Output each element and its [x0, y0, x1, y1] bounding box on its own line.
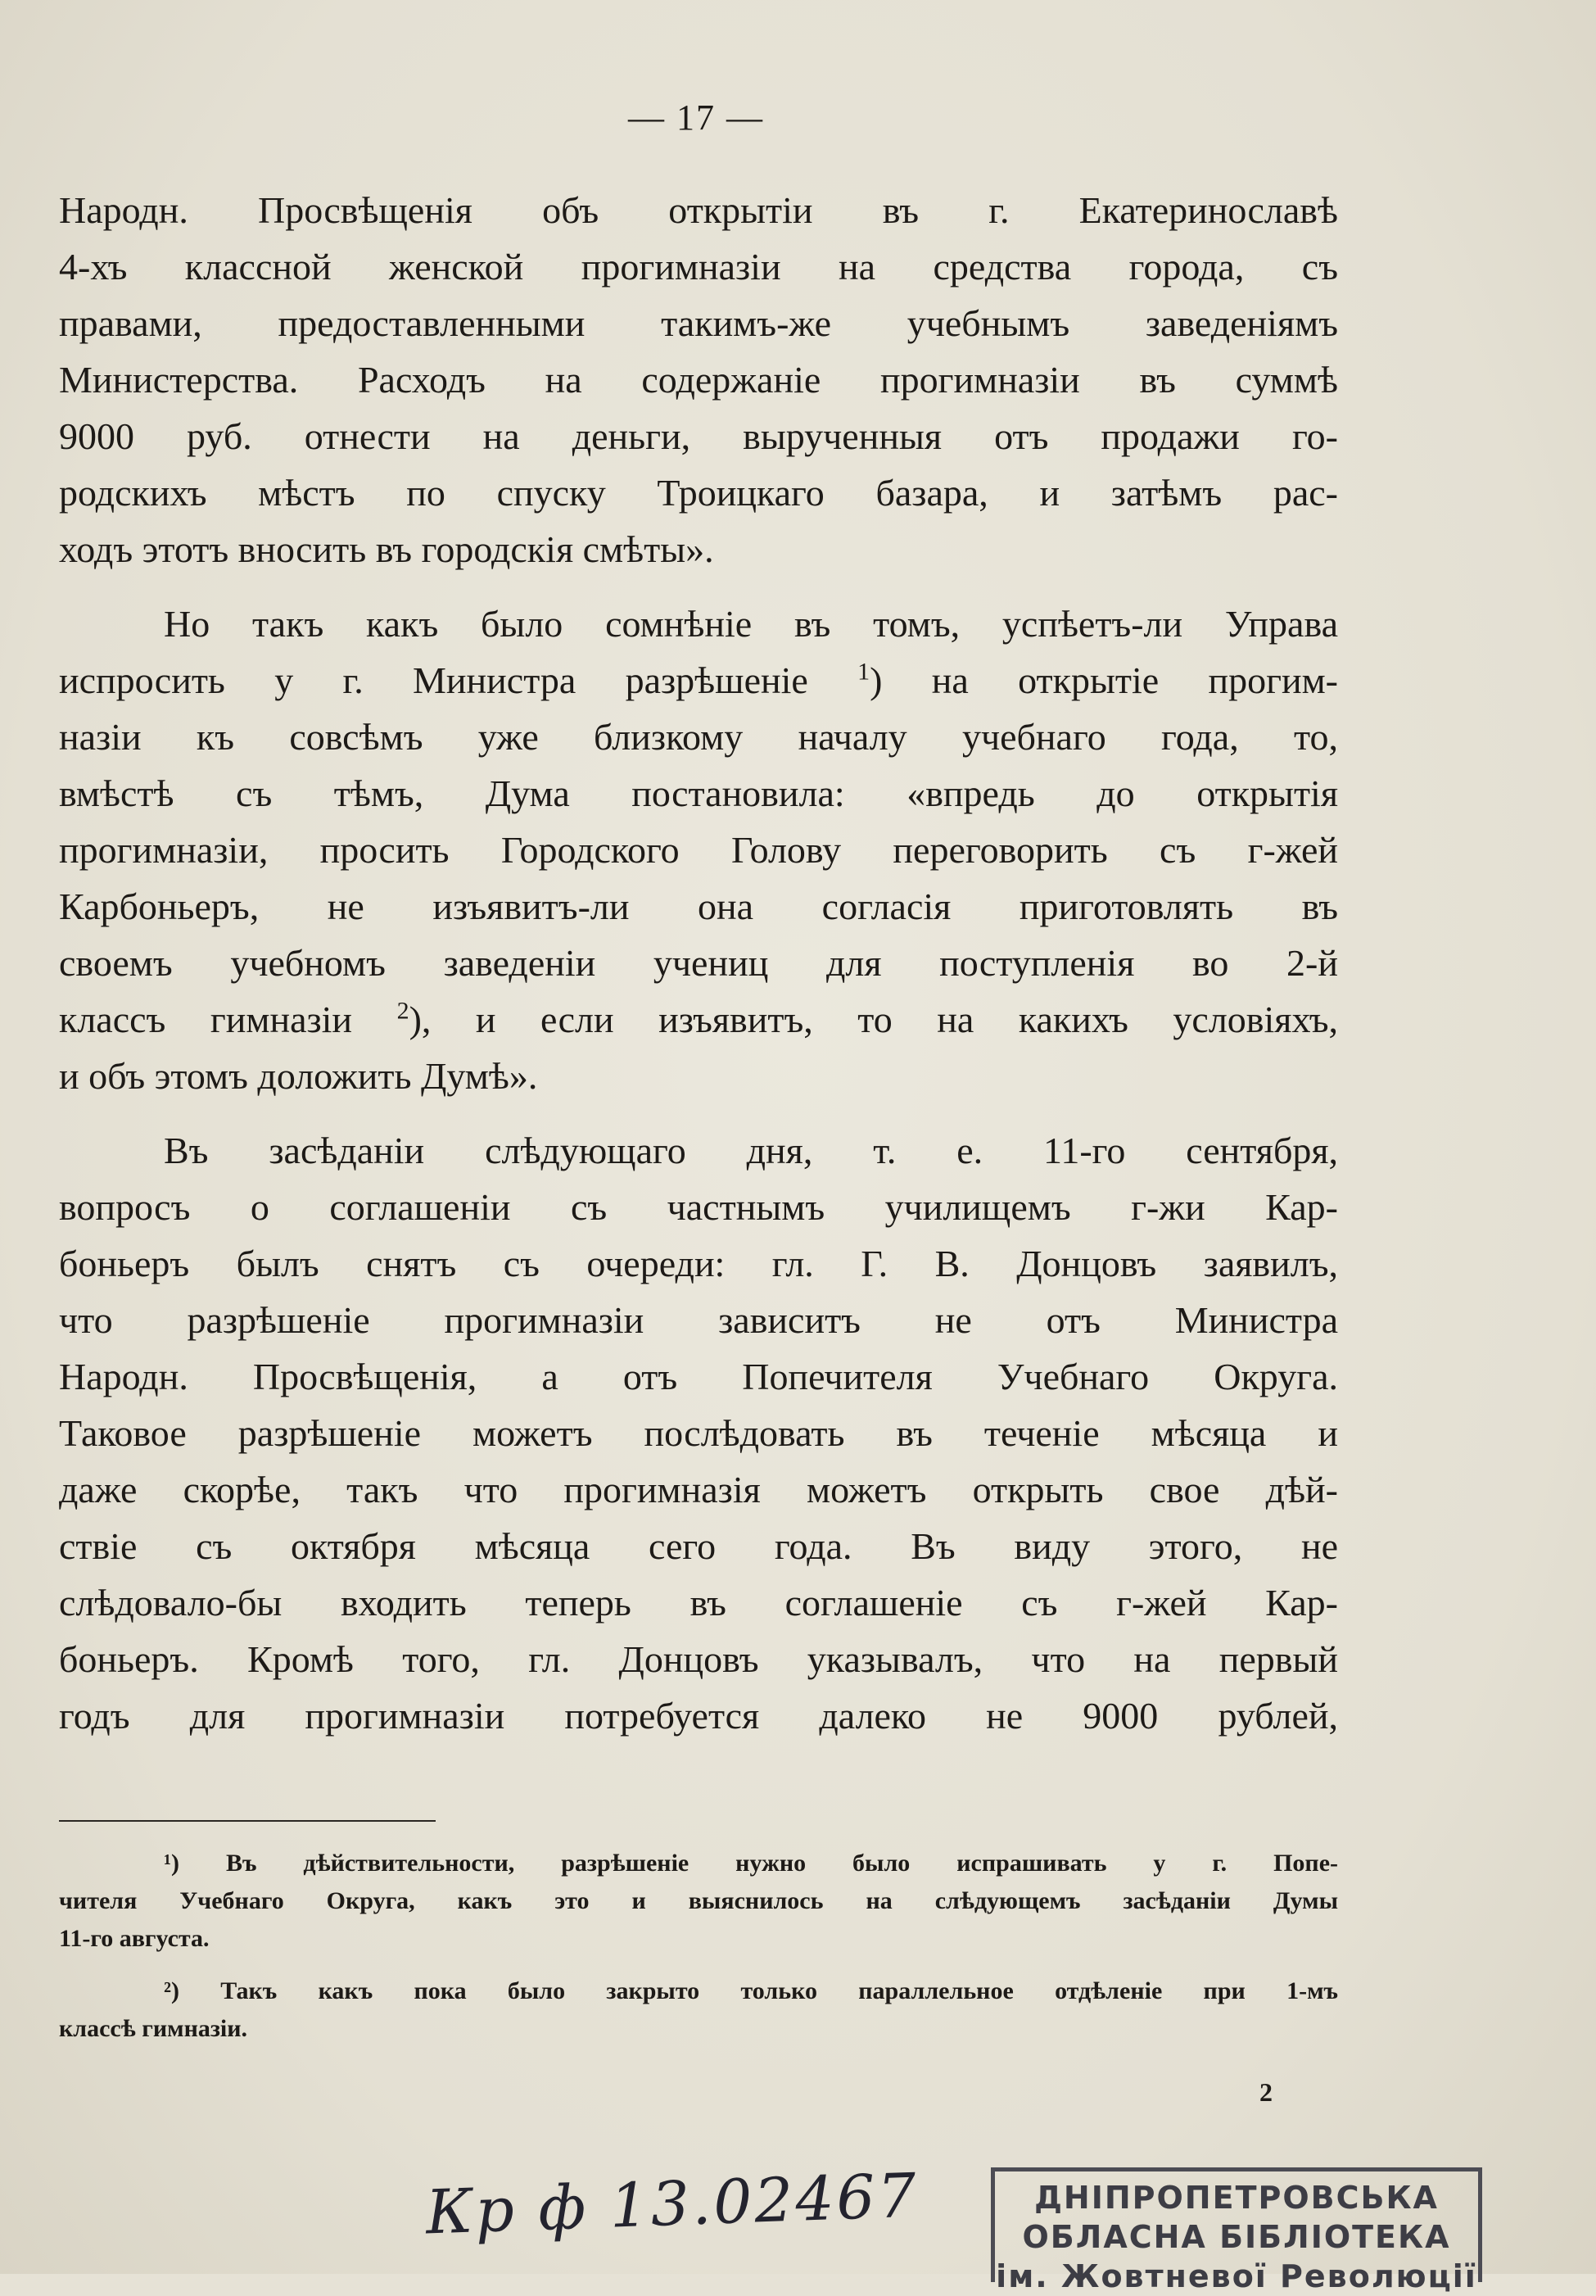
text-line: боньеръ былъ снятъ съ очереди: гл. Г. В. Донцовъ заявилъ,	[59, 1243, 1338, 1284]
text-line: 4-хъ классной женской прогимназіи на средства города, съ	[59, 246, 1338, 288]
stamp-line: ДНІПРОПЕТРОВСЬКА	[1034, 2180, 1439, 2216]
text-segment: ), и если изъявитъ, то на какихъ условіяхъ,	[409, 999, 1338, 1040]
paragraph-3	[59, 1122, 1338, 1744]
text-segment: ) на открытіе прогим-	[870, 659, 1338, 701]
text-line	[59, 652, 1338, 709]
stamp-line: ОБЛАСНА БІБЛІОТЕКА	[1022, 2219, 1451, 2255]
footnote-line: ¹) Въ дѣйствительности, разрѣшеніе нужно было испрашивать у г. Попе-	[164, 1850, 1338, 1877]
text-line: Министерства. Расходъ на содержаніе прогимназіи въ суммѣ	[59, 359, 1338, 401]
footnote-line: ²) Такъ какъ пока было закрыто только параллельное отдѣленіе при 1-мъ	[164, 1977, 1338, 2004]
text-line: Народн. Просвѣщенія, а отъ Попечителя Учебнаго Округа.	[59, 1356, 1338, 1397]
footnote-ref-1: 1	[857, 658, 870, 686]
text-line: Карбоньеръ, не изъявитъ-ли она согласія приготовлять въ	[59, 885, 1338, 927]
text-line	[59, 991, 1338, 1048]
text-line: ходъ этотъ вносить въ городскія смѣты».	[59, 528, 714, 570]
footnote-line: чителя Учебнаго Округа, какъ это и выяснилось на слѣдующемъ засѣданіи Думы	[59, 1887, 1338, 1914]
paragraph-1	[59, 182, 1338, 577]
text-line: слѣдовало-бы входить теперь въ соглашеніе съ г-жей Кар-	[59, 1582, 1338, 1624]
handwritten-shelf-mark: Кр ф 13.02467	[424, 2160, 920, 2248]
text-line: Народн. Просвѣщенія объ открытіи въ г. Екатеринославѣ	[59, 189, 1338, 231]
text-line: боньеръ. Кромѣ того, гл. Донцовъ указывалъ, что на первый	[59, 1638, 1338, 1680]
text-line: Въ засѣданіи слѣдующаго дня, т. е. 11-го сентября,	[164, 1130, 1338, 1171]
text-line: Таковое разрѣшеніе можетъ послѣдовать въ теченіе мѣсяца и	[59, 1412, 1338, 1454]
footnote-line: классѣ гимназіи.	[59, 2015, 248, 2042]
stamp-line: ім. Жовтневої Революції	[996, 2258, 1477, 2294]
footnote-2	[59, 1972, 1338, 2048]
text-line: своемъ учебномъ заведеніи учениц для поступленія во 2-й	[59, 942, 1338, 984]
text-line: годъ для прогимназіи потребуется далеко не 9000 рублей,	[59, 1695, 1338, 1737]
text-line: даже скорѣе, такъ что прогимназія можетъ открыть свое дѣй-	[59, 1469, 1338, 1510]
text-line: Но такъ какъ было сомнѣніе въ томъ, успѣетъ-ли Управа	[164, 603, 1338, 645]
text-line: ствіе съ октября мѣсяца сего года. Въ виду этого, не	[59, 1525, 1338, 1567]
text-line: 9000 руб. отнести на деньги, вырученныя отъ продажи го-	[59, 415, 1338, 457]
footnotes	[59, 1845, 1338, 2063]
paragraph-2	[59, 596, 1338, 1104]
text-line: вмѣстѣ съ тѣмъ, Дума постановила: «впредь до открытія	[59, 772, 1338, 814]
footnote-1	[59, 1845, 1338, 1958]
footnote-ref-2: 2	[396, 997, 409, 1025]
body-text	[59, 182, 1338, 1762]
footnote-divider	[59, 1820, 436, 1822]
text-line: и объ этомъ доложить Думѣ».	[59, 1055, 538, 1097]
library-stamp	[991, 2167, 1482, 2294]
text-segment: классъ гимназіи	[59, 999, 353, 1040]
text-line: вопросъ о соглашеніи съ частнымъ училищемъ г-жи Кар-	[59, 1186, 1338, 1228]
signature-mark: 2	[1259, 2077, 1273, 2107]
text-line: назіи къ совсѣмъ уже близкому началу учебнаго года, то,	[59, 716, 1338, 758]
text-line: что разрѣшеніе прогимназіи зависитъ не отъ Министра	[59, 1299, 1338, 1341]
text-segment: испросить у г. Министра разрѣшеніе	[59, 659, 808, 701]
footnote-line: 11-го августа.	[59, 1925, 210, 1952]
text-line: правами, предоставленными такимъ-же учебнымъ заведеніямъ	[59, 302, 1338, 344]
page-number: — 17 —	[628, 97, 764, 138]
text-line: прогимназіи, просить Городского Голову переговорить съ г-жей	[59, 829, 1338, 871]
text-line: родскихъ мѣстъ по спуску Троицкаго базара, и затѣмъ рас-	[59, 472, 1338, 514]
